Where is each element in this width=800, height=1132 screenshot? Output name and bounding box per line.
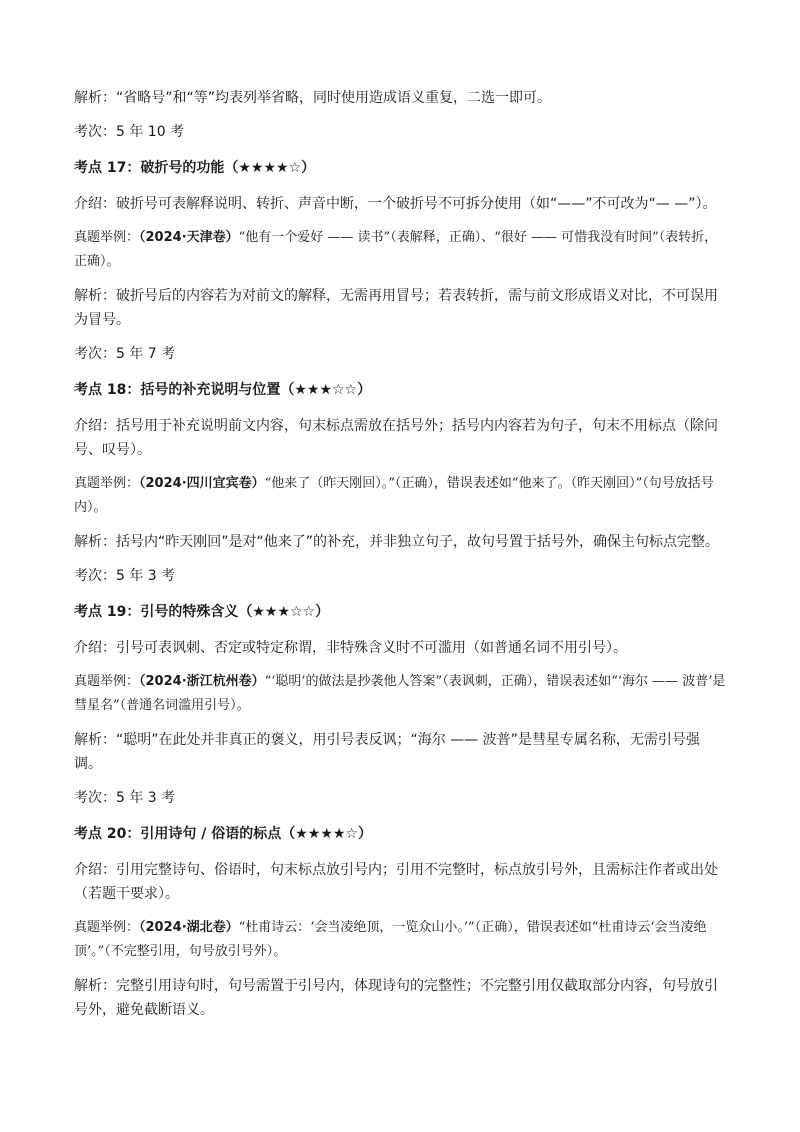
intro-paragraph: 介绍：引用完整诗句、俗语时，句末标点放引号内；引用不完整时，标点放引号外，且需标注作者或出处（若题干要求）。 — [74, 862, 718, 902]
exam-count: 考次：5 年 10 考 — [74, 124, 185, 140]
analysis-paragraph: 解析：“聪明”在此处并非真正的褒义，用引号表反讽；“海尔 —— 波普”是彗星专属名称，无需引号强调。 — [74, 732, 700, 772]
exam-count: 考次：5 年 7 考 — [74, 346, 176, 362]
analysis-paragraph: 解析：完整引用诗句时，句号需置于引号内，体现诗句的完整性；不完整引用仅截取部分内容，句号放引号外，避免截断语义。 — [74, 978, 718, 1018]
example-body: “‘聪明’的做法是抄袭他人答案”（表讽刺，正确），错误表述如“‘海尔 —— 波普’是彗星名”（普通名词滥用引号）。 — [74, 674, 726, 713]
example-prefix: 真题举例： — [74, 674, 140, 689]
example-body: “他来了（昨天刚回）。”（正确），错误表述如“他来了。（昨天刚回）”（句号放括号内）。 — [74, 476, 714, 515]
section-heading-17: 考点 17：破折号的功能（★★★★☆） — [74, 160, 316, 176]
analysis-paragraph: 解析：破折号后的内容若为对前文的解释，无需再用冒号；若表转折，需与前文形成语义对比，不可误用为冒号。 — [74, 288, 718, 328]
section-heading-20: 考点 20：引用诗句 / 俗语的标点（★★★★☆） — [74, 826, 372, 842]
example-source: （2024·浙江杭州卷） — [139, 674, 265, 689]
document-page — [74, 86, 726, 1022]
exam-count: 考次：5 年 3 考 — [74, 568, 176, 584]
analysis-paragraph: 解析：“省略号”和“等”均表列举省略，同时使用造成语义重复，二选一即可。 — [74, 90, 552, 106]
section-heading-19: 考点 19：引号的特殊含义（★★★☆☆） — [74, 604, 330, 620]
example-prefix: 真题举例： — [74, 476, 140, 491]
exam-count: 考次：5 年 3 考 — [74, 790, 176, 806]
example-source: （2024·天津卷） — [139, 230, 239, 245]
example-prefix: 真题举例： — [74, 230, 140, 245]
example-body: “杜甫诗云：‘会当凌绝顶，一览众山小。’”（正确），错误表述如“杜甫诗云‘会当凌绝顶’。”（不完整引用，句号放引号外）。 — [74, 920, 707, 959]
example-prefix: 真题举例： — [74, 920, 140, 935]
intro-paragraph: 介绍：破折号可表解释说明、转折、声音中断，一个破折号不可拆分使用（如“——”不可改为“— —”）。 — [74, 196, 717, 212]
intro-paragraph: 介绍：括号用于补充说明前文内容，句末标点需放在括号外；括号内内容若为句子，句末不用标点（除问号、叹号）。 — [74, 418, 718, 458]
example-paragraph — [74, 472, 726, 520]
example-paragraph — [74, 226, 726, 274]
example-source: （2024·四川宜宾卷） — [139, 476, 265, 491]
example-source: （2024·湖北卷） — [139, 920, 239, 935]
example-paragraph — [74, 916, 726, 964]
section-heading-18: 考点 18：括号的补充说明与位置（★★★☆☆） — [74, 382, 372, 398]
example-body: “他有一个爱好 —— 读书”（表解释，正确）、“很好 —— 可惜我没有时间”（表转折，正确）。 — [74, 230, 718, 269]
intro-paragraph: 介绍：引号可表讽刺、否定或特定称谓，非特殊含义时不可滥用（如普通名词不用引号）。 — [74, 640, 627, 656]
analysis-paragraph: 解析：括号内“昨天刚回”是对“他来了”的补充，并非独立句子，故句号置于括号外，确保主句标点完整。 — [74, 534, 720, 550]
example-paragraph — [74, 670, 726, 718]
